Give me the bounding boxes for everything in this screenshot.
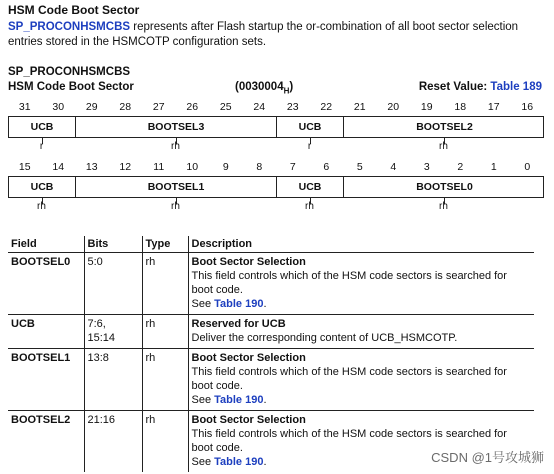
table-header-cell: Field	[8, 236, 84, 253]
reset-table-link[interactable]: Table 189	[490, 81, 542, 93]
intro-paragraph	[8, 20, 544, 50]
bit-numbers-upper	[8, 101, 544, 114]
field-type-label: rh	[37, 201, 46, 212]
see-reference: See Table 190.	[191, 456, 267, 468]
bit-number: 18	[454, 101, 467, 113]
type-cell: rh	[142, 349, 188, 411]
type-cell: rh	[142, 315, 188, 349]
table-row	[8, 315, 534, 349]
description-cell	[188, 315, 534, 349]
description-title: Boot Sector Selection	[191, 414, 306, 426]
field-type-label: r	[39, 141, 44, 152]
field-type-label: rh	[439, 201, 448, 212]
bits-cell: 21:16	[84, 411, 142, 473]
bit-number: 3	[423, 161, 430, 173]
field-name-cell: BOOTSEL1	[8, 349, 84, 411]
field-description-table	[8, 236, 534, 472]
bit-number: 21	[353, 101, 366, 113]
register-field: BOOTSEL3	[76, 117, 277, 137]
type-row-upper	[8, 138, 544, 154]
register-name: SP_PROCONHSMCBS	[8, 66, 131, 78]
register-field: UCB	[9, 177, 76, 197]
description-body: This field controls which of the HSM code sectors is searched for boot code.	[191, 428, 507, 454]
intro-text: represents after Flash startup the or-combination of all boot sector selection entries stored in the HSMCOTP configuration sets.	[8, 21, 519, 48]
register-title: HSM Code Boot Sector	[8, 81, 134, 93]
table-row	[8, 349, 534, 411]
bit-number: 8	[256, 161, 263, 173]
description-title: Boot Sector Selection	[191, 256, 306, 268]
see-reference: See Table 190.	[191, 394, 267, 406]
bit-number: 31	[18, 101, 31, 113]
bits-cell: 13:8	[84, 349, 142, 411]
field-name-cell: UCB	[8, 315, 84, 349]
bit-number: 29	[85, 101, 98, 113]
register-address: $(0030004_H)$	[235, 81, 294, 96]
description-title: Boot Sector Selection	[191, 352, 306, 364]
bit-number: 5	[356, 161, 363, 173]
description-title: Reserved for UCB	[191, 318, 286, 330]
type-cell: rh	[142, 253, 188, 315]
bit-number: 9	[222, 161, 229, 173]
bit-number: 17	[487, 101, 500, 113]
watermark: CSDN @1号攻城狮	[431, 450, 544, 465]
register-field: UCB	[277, 177, 344, 197]
bits-cell: 7:6, 15:14	[84, 315, 142, 349]
bit-number: 4	[390, 161, 397, 173]
bit-number: 2	[457, 161, 464, 173]
description-body: Deliver the corresponding content of UCB_HSMCOTP.	[191, 332, 458, 344]
table-row	[8, 253, 534, 315]
bit-number: 23	[286, 101, 299, 113]
bit-number: 16	[521, 101, 534, 113]
description-body: This field controls which of the HSM code sectors is searched for boot code.	[191, 270, 507, 296]
table-reference-link[interactable]: Table 190	[214, 394, 264, 406]
type-row-lower	[8, 198, 544, 214]
register-row-upper	[8, 116, 544, 138]
section-title: HSM Code Boot Sector	[8, 3, 140, 17]
bit-number: 26	[186, 101, 199, 113]
field-name-cell: BOOTSEL2	[8, 411, 84, 473]
bit-number: 20	[387, 101, 400, 113]
field-type-label: rh	[439, 141, 448, 152]
bit-number: 13	[85, 161, 98, 173]
register-field: BOOTSEL1	[76, 177, 277, 197]
bit-number: 14	[52, 161, 65, 173]
bit-number: 15	[18, 161, 31, 173]
bit-number: 0	[524, 161, 531, 173]
bit-number: 27	[152, 101, 165, 113]
table-header-cell: Type	[142, 236, 188, 253]
table-reference-link[interactable]: Table 190	[214, 456, 264, 468]
field-type-label: rh	[171, 141, 180, 152]
type-cell: rh	[142, 411, 188, 473]
bit-number: 24	[253, 101, 266, 113]
field-type-label: rh	[305, 201, 314, 212]
bits-cell: 5:0	[84, 253, 142, 315]
register-field: UCB	[9, 117, 76, 137]
description-body: This field controls which of the HSM code sectors is searched for boot code.	[191, 366, 507, 392]
bit-numbers-lower	[8, 161, 544, 174]
bit-number: 19	[420, 101, 433, 113]
table-reference-link[interactable]: Table 190	[214, 298, 264, 310]
bit-number: 25	[219, 101, 232, 113]
bit-number: 22	[320, 101, 333, 113]
register-field: BOOTSEL2	[416, 121, 473, 133]
bit-number: 30	[52, 101, 65, 113]
description-cell	[188, 349, 534, 411]
reset-value: Reset Value: Table 189	[418, 81, 542, 93]
table-header-cell: Description	[188, 236, 534, 253]
register-link[interactable]: SP_PROCONHSMCBS	[8, 21, 131, 33]
field-type-label: rh	[171, 201, 180, 212]
register-field: BOOTSEL0	[416, 181, 473, 193]
bit-number: 1	[490, 161, 497, 173]
description-cell	[188, 253, 534, 315]
see-reference: See Table 190.	[191, 298, 267, 310]
bit-number: 12	[119, 161, 132, 173]
bit-number: 10	[186, 161, 199, 173]
bit-number: 28	[119, 101, 132, 113]
field-name-cell: BOOTSEL0	[8, 253, 84, 315]
bit-number: 11	[153, 161, 165, 173]
table-header-cell: Bits	[84, 236, 142, 253]
register-row-lower	[8, 176, 544, 198]
register-field: UCB	[277, 117, 344, 137]
bit-number: 7	[289, 161, 296, 173]
bit-number: 6	[323, 161, 330, 173]
field-type-label: r	[307, 141, 312, 152]
